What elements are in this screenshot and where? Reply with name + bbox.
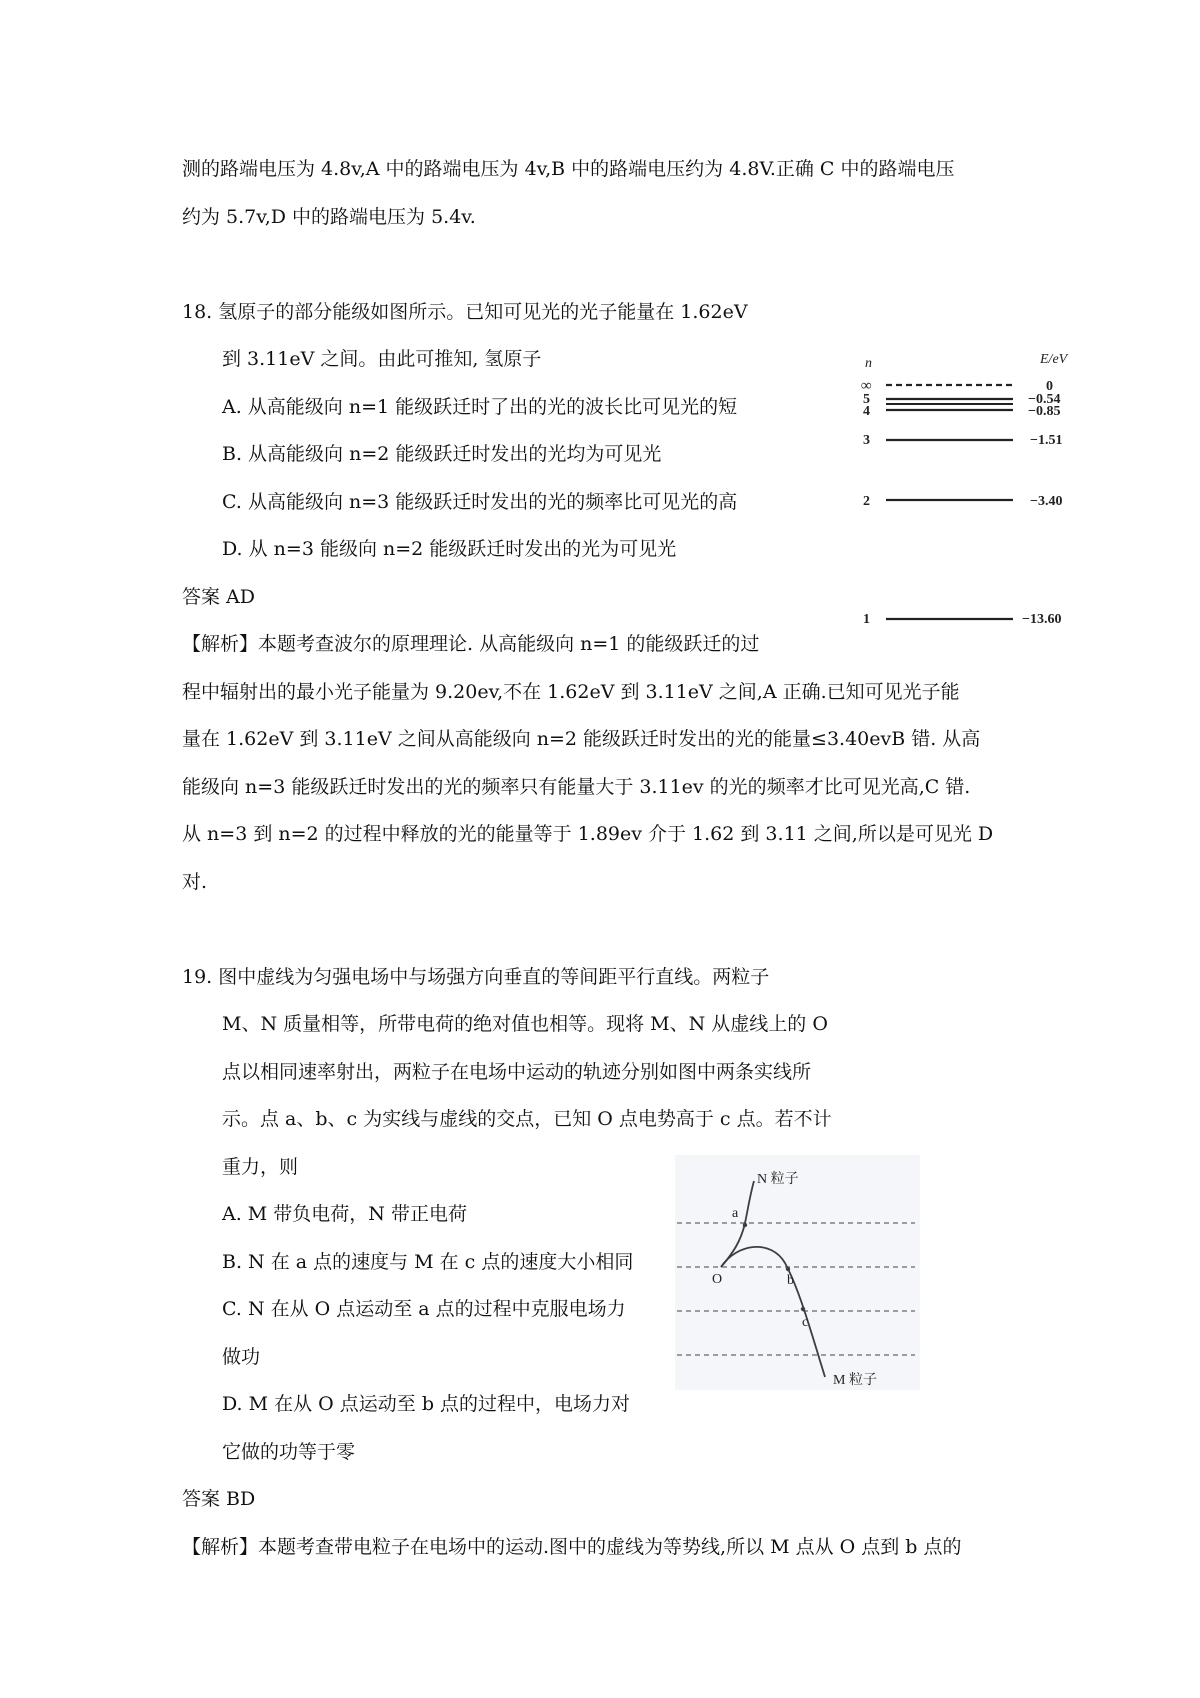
q19-option-d-cont: 它做的功等于零: [222, 1441, 356, 1463]
level-1-n: 1: [863, 612, 870, 627]
level-4-e: −0.85: [1028, 404, 1061, 419]
q18-option-a: A. 从高能级向 n=1 能级跃迁时了出的光的波长比可见光的短: [222, 396, 738, 418]
level-1-e: −13.60: [1022, 612, 1062, 627]
q18-analysis-line-1: 【解析】本题考查波尔的原理理论. 从高能级向 n=1 的能级跃迁的过: [182, 633, 760, 655]
q18-option-c: C. 从高能级向 n=3 能级跃迁时发出的光的频率比可见光的高: [222, 491, 738, 513]
point-a-dot: [743, 1223, 747, 1227]
q18-stem-line-1: 18. 氢原子的部分能级如图所示。已知可见光的光子能量在 1.62eV: [182, 301, 748, 323]
level-5-e: −0.54: [1028, 392, 1061, 407]
m-particle-label: M 粒子: [833, 1373, 877, 1388]
n-particle-label: N 粒子: [757, 1172, 799, 1187]
particle-trajectory-diagram: [675, 1155, 920, 1390]
q19-option-c: C. N 在从 O 点运动至 a 点的过程中克服电场力: [222, 1298, 626, 1320]
q18-option-d: D. 从 n=3 能级向 n=2 能级跃迁时发出的光为可见光: [222, 538, 677, 560]
q18-answer: 答案 AD: [182, 586, 255, 608]
q19-stem-line-4: 示。点 a、b、c 为实线与虚线的交点，已知 O 点电势高于 c 点。若不计: [222, 1108, 832, 1130]
q19-answer: 答案 BD: [182, 1488, 256, 1510]
point-o-label: O: [712, 1272, 723, 1287]
q18-analysis-line-3: 量在 1.62eV 到 3.11eV 之间从高能级向 n=2 能级跃迁时发出的光的能量≤3.40evB 错. 从高: [182, 728, 981, 750]
q18-stem-line-2: 到 3.11eV 之间。由此可推知, 氢原子: [222, 348, 542, 370]
level-2-e: −3.40: [1030, 494, 1063, 509]
q18-analysis-line-2: 程中辐射出的最小光子能量为 9.20ev,不在 1.62eV 到 3.11eV 之间,A 正确.已知可见光子能: [182, 681, 960, 703]
q19-option-c-cont: 做功: [222, 1346, 261, 1368]
point-a-label: a: [732, 1206, 739, 1221]
point-b-dot: [786, 1267, 790, 1271]
q18-analysis-line-5: 从 n=3 到 n=2 的过程中释放的光的能量等于 1.89ev 介于 1.62 到 3.11 之间,所以是可见光 D: [182, 823, 994, 845]
level-4-n: 4: [863, 404, 870, 419]
n-header: n: [865, 356, 872, 371]
q18-analysis-line-4: 能级向 n=3 能级跃迁时发出的光的频率只有能量大于 3.11ev 的光的频率才比可见光高,C 错.: [182, 776, 971, 798]
intro-line-2: 约为 5.7v,D 中的路端电压为 5.4v.: [182, 206, 476, 228]
intro-line-1: 测的路端电压为 4.8v,A 中的路端电压为 4v,B 中的路端电压约为 4.8V.正确 C 中的路端电压: [182, 158, 955, 180]
q18-option-b: B. 从高能级向 n=2 能级跃迁时发出的光均为可见光: [222, 443, 662, 465]
level-3-n: 3: [863, 433, 870, 448]
level-5-n: 5: [863, 392, 870, 407]
q19-option-d: D. M 在从 O 点运动至 b 点的过程中，电场力对: [222, 1393, 631, 1415]
q18-analysis-line-6: 对.: [182, 871, 208, 893]
q19-option-b: B. N 在 a 点的速度与 M 在 c 点的速度大小相同: [222, 1251, 634, 1273]
point-b-label: b: [787, 1273, 794, 1288]
level-inf-n: ∞: [861, 378, 872, 394]
energy-level-diagram: [850, 345, 1070, 655]
q19-stem-line-3: 点以相同速率射出，两粒子在电场中运动的轨迹分别如图中两条实线所: [222, 1061, 812, 1083]
point-c-dot: [801, 1307, 805, 1311]
level-inf-e: 0: [1046, 379, 1053, 394]
level-3-e: −1.51: [1030, 433, 1063, 448]
point-c-label: c: [802, 1315, 809, 1330]
q19-analysis-line-1: 【解析】本题考查带电粒子在电场中的运动.图中的虚线为等势线,所以 M 点从 O 点到 b 点的: [182, 1536, 962, 1558]
q19-stem-line-1: 19. 图中虚线为匀强电场中与场强方向垂直的等间距平行直线。两粒子: [182, 966, 770, 988]
q19-option-a: A. M 带负电荷，N 带正电荷: [222, 1203, 467, 1225]
q19-stem-line-2: M、N 质量相等，所带电荷的绝对值也相等。现将 M、N 从虚线上的 O: [222, 1013, 828, 1035]
q19-stem-line-5: 重力，则: [222, 1156, 299, 1178]
level-2-n: 2: [863, 494, 870, 509]
e-header: E/eV: [1040, 352, 1068, 367]
